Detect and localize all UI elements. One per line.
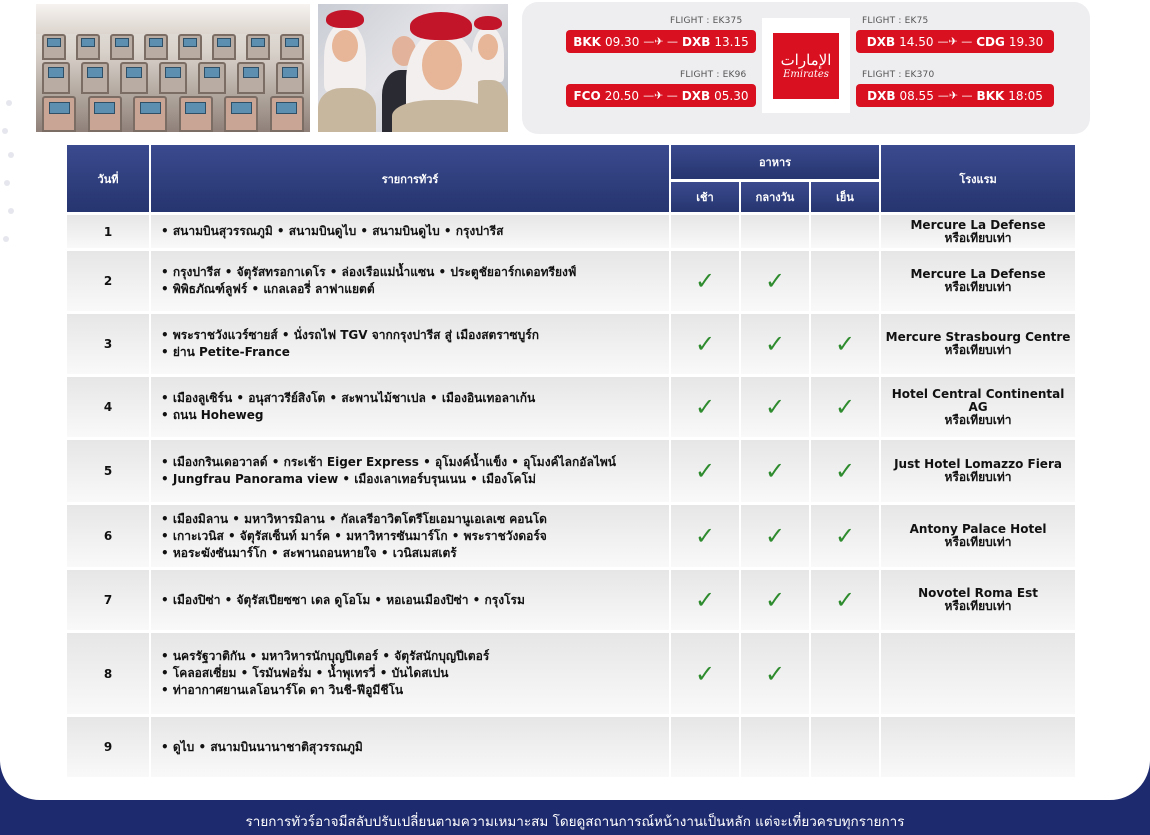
table-row [67, 570, 1075, 630]
breakfast-cell [671, 377, 739, 437]
hotel-cell [881, 717, 1075, 777]
arrival-time: 19.30 [1008, 34, 1044, 49]
hotel-alternative: หรือเทียบเท่า [944, 343, 1012, 357]
lunch-cell [741, 440, 809, 502]
day-number: 9 [67, 717, 149, 777]
arrival-time: 18:05 [1008, 88, 1043, 103]
checkmark-icon: ✓ [834, 393, 856, 421]
itinerary-table [65, 142, 1077, 780]
checkmark-icon: ✓ [764, 659, 786, 688]
flight-label: FLIGHT : EK370 [862, 70, 935, 80]
program-line: • สนามบินสุวรรณภูมิ • สนามบินดูไบ • สนามบินดูไบ • กรุงปารีส [161, 224, 504, 238]
flight-schedule-panel [522, 2, 1090, 134]
departure-time: 09.30 [604, 34, 640, 49]
program-description [151, 314, 669, 374]
breakfast-cell [671, 215, 739, 248]
hotel-cell [881, 215, 1075, 248]
table-row [67, 633, 1075, 714]
program-line: • พระราชวังแวร์ซายส์ • นั่งรถไฟ TGV จากกรุงปารีส สู่ เมืองสตราซบูร์ก [161, 328, 539, 342]
checkmark-icon: ✓ [834, 586, 856, 614]
dinner-cell [811, 505, 879, 567]
checkmark-icon: ✓ [764, 522, 786, 550]
hotel-name: Mercure La Defense [910, 267, 1046, 281]
dinner-cell [811, 215, 879, 248]
arrival-code: DXB [682, 34, 711, 49]
lunch-cell [741, 505, 809, 567]
checkmark-icon: ✓ [834, 330, 856, 358]
checkmark-icon: ✓ [764, 330, 786, 358]
day-number: 8 [67, 633, 149, 714]
plane-icon: —✈ — [643, 35, 679, 48]
header-lunch: กลางวัน [741, 182, 809, 212]
checkmark-icon: ✓ [694, 393, 716, 421]
lunch-cell [741, 251, 809, 311]
arrival-time: 13.15 [714, 34, 749, 49]
table-row [67, 215, 1075, 248]
header-breakfast: เช้า [671, 182, 739, 212]
hotel-cell [881, 570, 1075, 630]
lunch-cell [741, 215, 809, 248]
program-description [151, 251, 669, 311]
program-line: • หอระฆังซันมาร์โก • สะพานถอนหายใจ • เวนิสเมสเตร้ [161, 545, 457, 560]
flight-route [856, 84, 1054, 107]
arrival-code: DXB [681, 88, 711, 103]
day-number: 3 [67, 314, 149, 374]
checkmark-icon: ✓ [834, 522, 856, 550]
program-description [151, 505, 669, 567]
hotel-cell [881, 633, 1075, 714]
plane-icon: —✈ — [937, 89, 973, 102]
cabin-photo [36, 4, 310, 132]
dinner-cell [811, 377, 879, 437]
hotel-cell [881, 314, 1075, 374]
table-row [67, 440, 1075, 502]
program-description [151, 570, 669, 630]
flight-route [566, 84, 756, 107]
flight-route [566, 30, 756, 53]
logo-wordmark: Emirates [783, 68, 829, 80]
program-line: • Jungfrau Panorama view • เมืองเลาเทอร์บรุนเนน • เมืองโคโม่ [161, 472, 536, 486]
emirates-logo [762, 18, 850, 113]
hotel-name: Mercure Strasbourg Centre [885, 330, 1071, 344]
arrival-code: BKK [976, 88, 1005, 103]
day-number: 6 [67, 505, 149, 567]
table-row [67, 251, 1075, 311]
header-meals: อาหาร [671, 145, 879, 179]
checkmark-icon: ✓ [834, 457, 856, 485]
dinner-cell [811, 314, 879, 374]
lunch-cell [741, 377, 809, 437]
program-line: • ถนน Hoheweg [161, 408, 264, 422]
flight-label: FLIGHT : EK96 [680, 70, 747, 80]
lunch-cell [741, 570, 809, 630]
checkmark-icon: ✓ [694, 659, 716, 688]
breakfast-cell [671, 633, 739, 714]
header-dinner: เย็น [811, 182, 879, 212]
hotel-cell [881, 377, 1075, 437]
program-line: • นครรัฐวาติกัน • มหาวิหารนักบุญปีเตอร์ • จัตุรัสนักบุญปีเตอร์ [161, 649, 490, 663]
footer-note: รายการทัวร์อาจมีสลับปรับเปลี่ยนตามความเหมาะสม โดยดูสถานการณ์หน้างานเป็นหลัก แต่จะเที่ยวครบทุกรายการ [245, 814, 905, 830]
departure-time: 08.55 [899, 88, 934, 103]
table-row [67, 505, 1075, 567]
dinner-cell [811, 717, 879, 777]
hotel-cell [881, 251, 1075, 311]
header-day: วันที่ [67, 145, 149, 212]
hotel-name: Antony Palace Hotel [909, 522, 1047, 536]
plane-icon: —✈ — [937, 35, 973, 48]
checkmark-icon: ✓ [694, 330, 716, 358]
day-number: 5 [67, 440, 149, 502]
decorative-dots [2, 100, 16, 280]
hotel-alternative: หรือเทียบเท่า [944, 230, 1012, 245]
table-row [67, 314, 1075, 374]
breakfast-cell [671, 717, 739, 777]
program-description [151, 215, 669, 248]
lunch-cell [741, 717, 809, 777]
lunch-cell [741, 633, 809, 714]
lunch-cell [741, 314, 809, 374]
departure-code: BKK [573, 34, 601, 49]
program-description [151, 377, 669, 437]
arrival-time: 05.30 [714, 88, 749, 103]
hotel-name: Mercure La Defense [910, 217, 1046, 232]
program-description [151, 440, 669, 502]
program-line: • ดูไบ • สนามบินนานาชาติสุวรรณภูมิ [161, 739, 363, 754]
flight-route [856, 30, 1054, 53]
checkmark-icon: ✓ [694, 522, 716, 550]
table-row [67, 377, 1075, 437]
logo-arabic-glyph: الإمارات [780, 50, 832, 69]
program-line: • ย่าน Petite-France [161, 345, 290, 359]
day-number: 2 [67, 251, 149, 311]
cabin-crew-photo [318, 4, 508, 132]
breakfast-cell [671, 314, 739, 374]
dinner-cell [811, 570, 879, 630]
checkmark-icon: ✓ [764, 457, 786, 485]
hotel-name: Just Hotel Lomazzo Fiera [894, 457, 1062, 471]
hotel-alternative: หรือเทียบเท่า [944, 599, 1012, 613]
checkmark-icon: ✓ [694, 586, 716, 614]
dinner-cell [811, 440, 879, 502]
program-line: • เมืองมิลาน • มหาวิหารมิลาน • กัลเลรีอาวิตโตรีโยเอมานูเอเลเซ คอนโด [161, 511, 547, 526]
dinner-cell [811, 633, 879, 714]
day-number: 1 [67, 215, 149, 248]
program-line: • กรุงปารีส • จัตุรัสทรอกาเดโร • ล่องเรือแม่น้ำแซน • ประตูชัยอาร์กเดอทรียงฟ์ [161, 265, 577, 279]
departure-code: FCO [573, 88, 601, 103]
header-program: รายการทัวร์ [151, 145, 669, 212]
program-description [151, 717, 669, 777]
program-description [151, 633, 669, 714]
flight-label: FLIGHT : EK75 [862, 16, 929, 26]
departure-time: 20.50 [604, 88, 640, 103]
departure-code: DXB [866, 34, 896, 49]
checkmark-icon: ✓ [694, 457, 716, 485]
hotel-cell [881, 440, 1075, 502]
hotel-name: Novotel Roma Est [918, 586, 1038, 600]
program-line: • เกาะเวนิส • จัตุรัสเซ็นท์ มาร์ค • มหาวิหารซันมาร์โก • พระราชวังดอร์จ [161, 528, 547, 543]
breakfast-cell [671, 570, 739, 630]
header-hotel: โรงแรม [881, 145, 1075, 212]
checkmark-icon: ✓ [764, 586, 786, 614]
table-row [67, 717, 1075, 777]
hotel-name: Hotel Central Continental AG [891, 386, 1065, 414]
arrival-code: CDG [976, 34, 1005, 49]
departure-code: DXB [867, 88, 896, 103]
flight-label: FLIGHT : EK375 [670, 16, 743, 26]
breakfast-cell [671, 440, 739, 502]
checkmark-icon: ✓ [764, 393, 786, 421]
breakfast-cell [671, 505, 739, 567]
program-line: • โคลอสเซี่ยม • โรมันฟอรั่ม • น้ำพุเทรวี่ • บันไดสเปน [161, 666, 449, 680]
program-line: • เมืองปิซ่า • จัตุรัสเปียซซา เดล ดูโอโม • หอเอนเมืองปิซ่า • กรุงโรม [161, 592, 525, 607]
program-line: • พิพิธภัณฑ์ลูฟร์ • แกลเลอรี่ ลาฟาแยตต์ [161, 282, 375, 296]
hotel-alternative: หรือเทียบเท่า [944, 412, 1012, 427]
program-line: • เมืองกรินเดอวาลด์ • กระเช้า Eiger Express • อุโมงค์น้ำแข็ง • อุโมงค์ไลกอัลไพน์ [161, 455, 616, 469]
program-line: • เมืองลูเซิร์น • อนุสาวรีย์สิงโต • สะพานไม้ชาเปล • เมืองอินเทอลาเก้น [161, 391, 536, 405]
breakfast-cell [671, 251, 739, 311]
hotel-alternative: หรือเทียบเท่า [944, 535, 1012, 549]
departure-time: 14.50 [899, 34, 934, 49]
program-line: • ท่าอากาศยานเลโอนาร์โด ดา วินชี-ฟีอูมีชีโน [161, 683, 404, 697]
checkmark-icon: ✓ [764, 267, 786, 295]
day-number: 7 [67, 570, 149, 630]
hotel-alternative: หรือเทียบเท่า [944, 470, 1012, 484]
dinner-cell [811, 251, 879, 311]
hotel-cell [881, 505, 1075, 567]
hotel-alternative: หรือเทียบเท่า [944, 280, 1012, 294]
plane-icon: —✈ — [643, 89, 678, 102]
day-number: 4 [67, 377, 149, 437]
checkmark-icon: ✓ [694, 267, 716, 295]
